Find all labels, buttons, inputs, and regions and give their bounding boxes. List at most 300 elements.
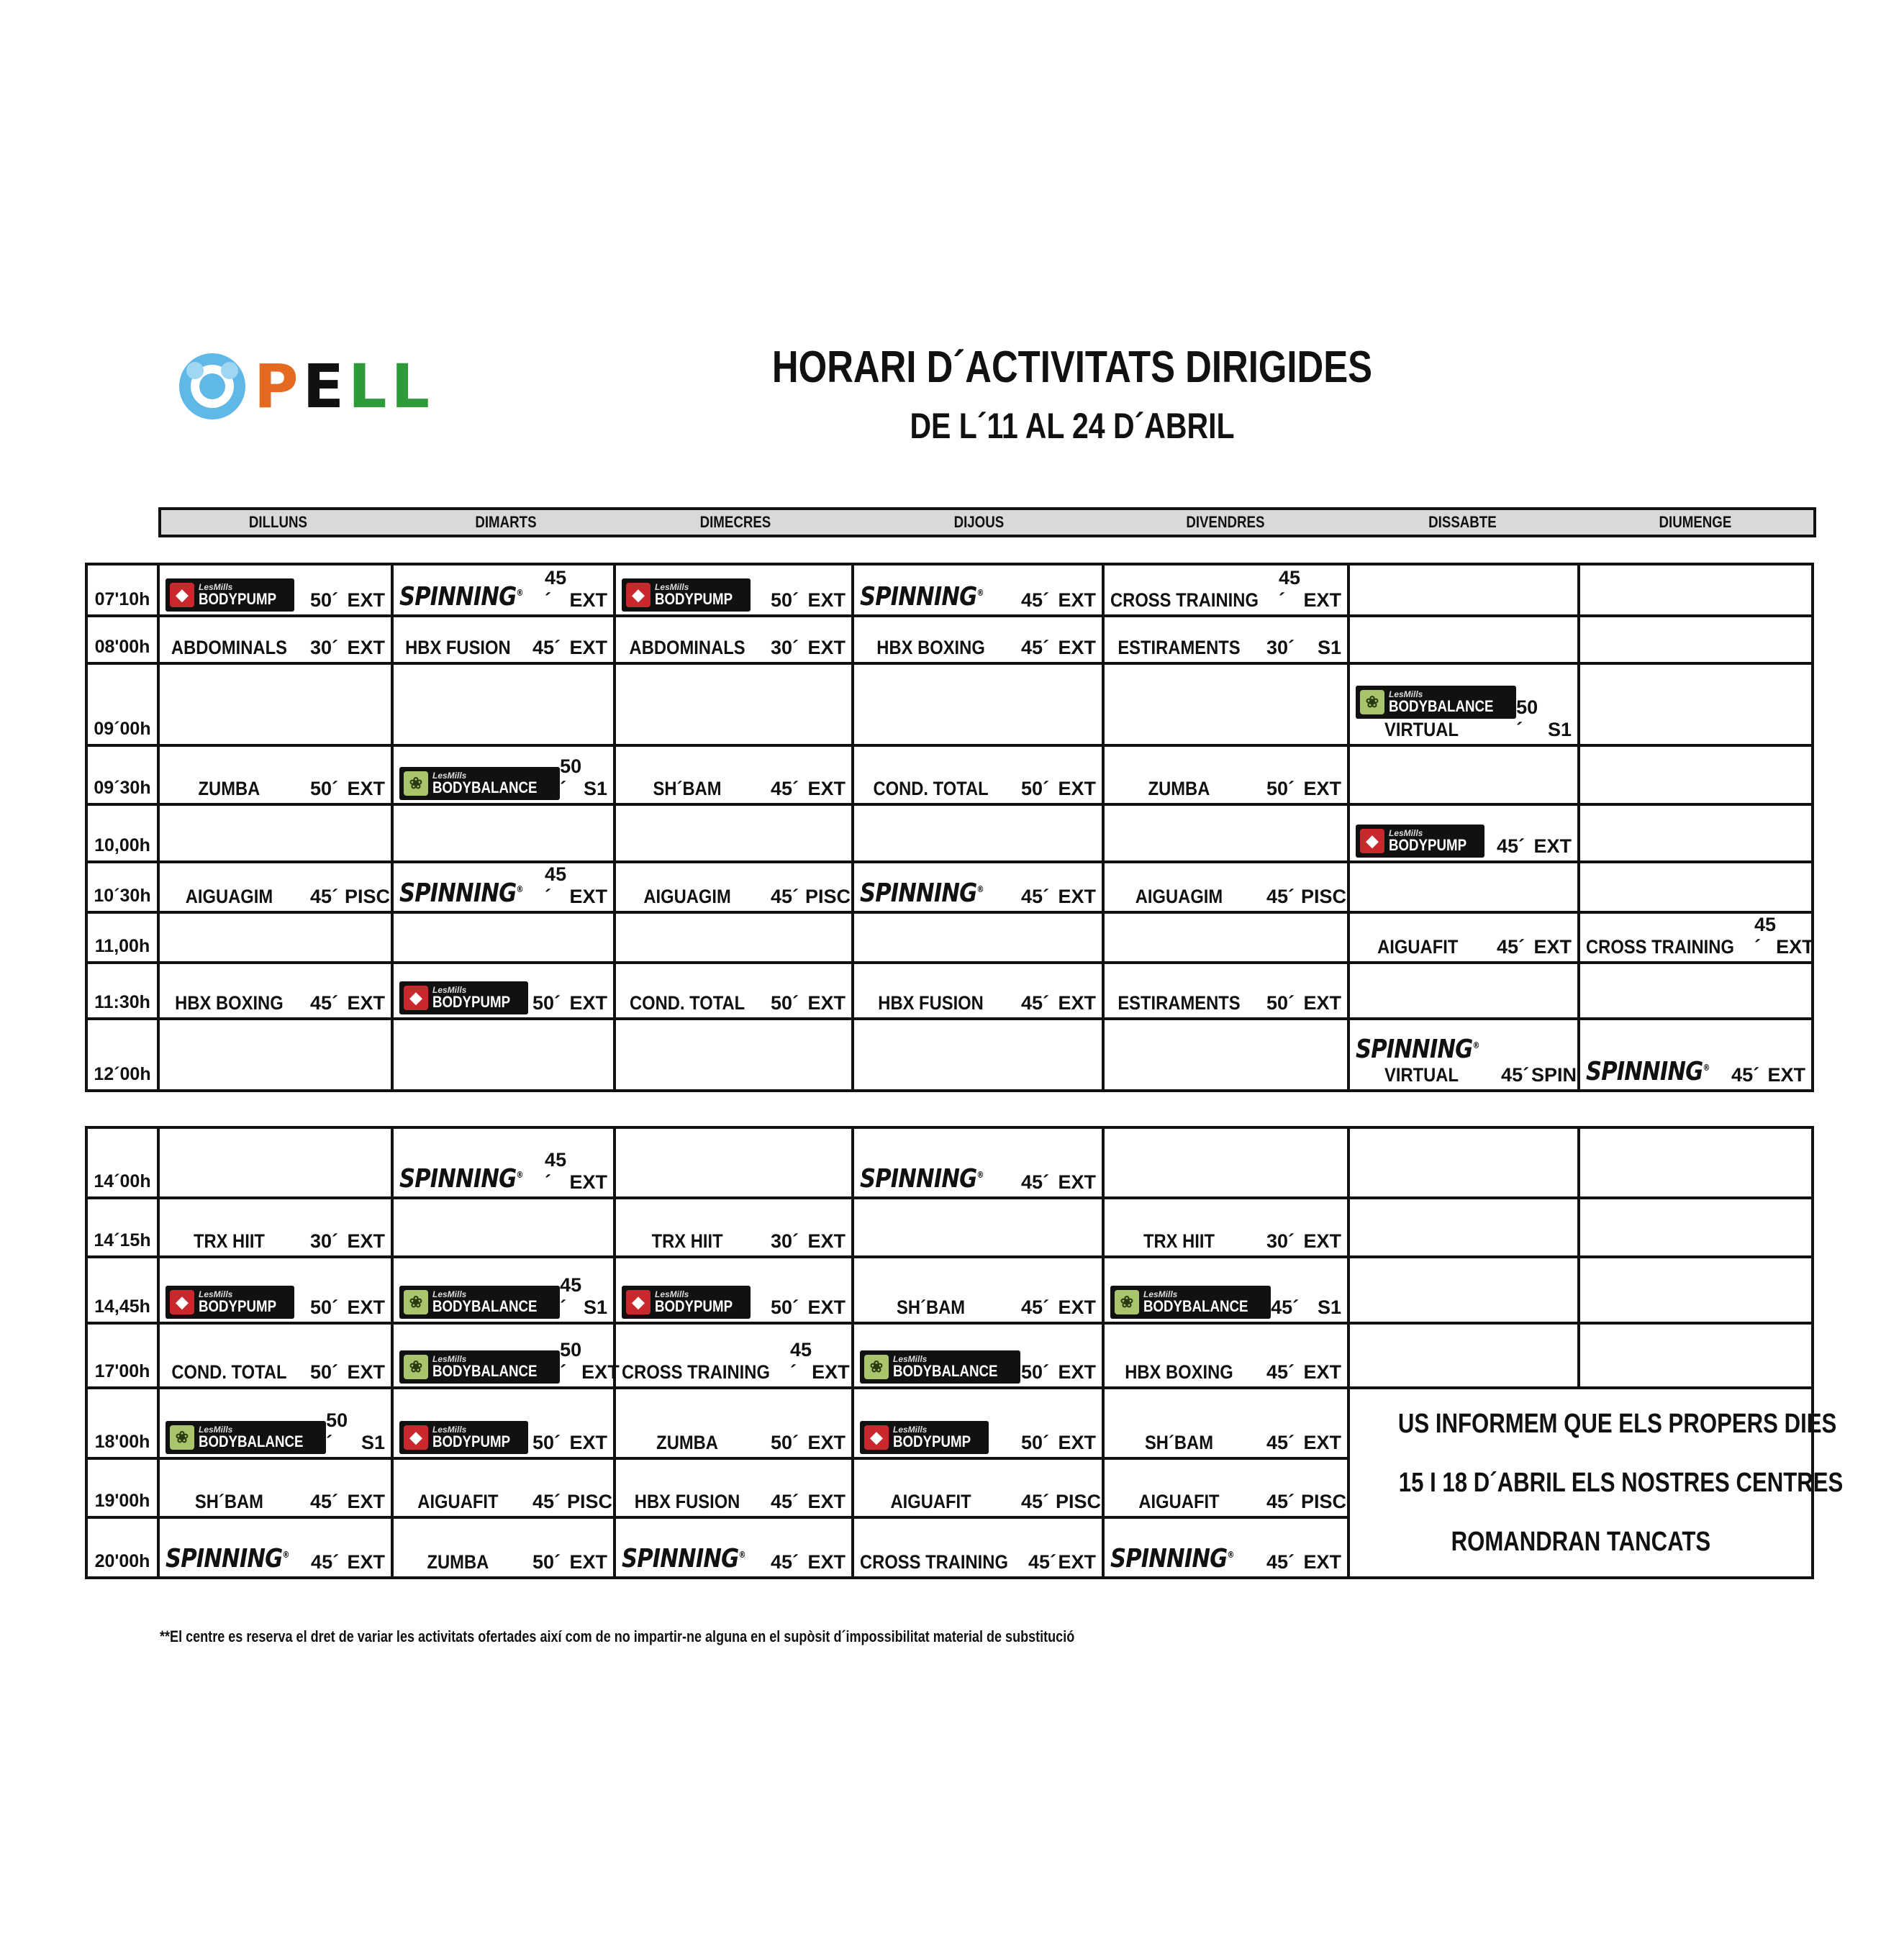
class-logo <box>166 1421 326 1454</box>
class-cell-divendres <box>1103 862 1348 912</box>
spinning-logo: SPINNING® <box>1356 1035 1479 1064</box>
class-name-text: ESTIRAMENTS <box>1118 992 1241 1014</box>
class-logo <box>399 1350 560 1384</box>
spinning-logo: SPINNING® <box>399 878 523 908</box>
class-cell-dimecres <box>615 963 853 1019</box>
closure-notice-line: ROMANDRAN TANCATS <box>1451 1527 1710 1557</box>
brand-text <box>655 583 746 607</box>
class-duration: 45´ <box>1497 936 1526 958</box>
class-name-text: HBX BOXING <box>175 992 284 1014</box>
time-cell: 09´00h <box>86 663 158 745</box>
class-duration: 50´ <box>310 589 339 611</box>
class-entry <box>394 1339 620 1386</box>
class-logo <box>1356 686 1516 741</box>
lion-icon: ◆ <box>170 583 194 607</box>
class-name <box>1110 1230 1248 1253</box>
class-name <box>166 637 293 659</box>
schedule-row <box>86 963 1813 1019</box>
class-entry <box>1350 936 1577 961</box>
class-cell-dissabte <box>1348 616 1579 663</box>
class-entry <box>1350 1035 1577 1089</box>
lesmills-label: LesMills <box>1389 828 1423 838</box>
class-name-text: HBX FUSION <box>405 637 511 658</box>
class-name-text: HBX BOXING <box>876 637 985 658</box>
class-location: EXT <box>1058 1432 1096 1453</box>
class-cell-dimecres <box>615 564 853 616</box>
day-header-dilluns: DILLUNS <box>248 513 307 531</box>
class-location: EXT <box>1058 1361 1096 1383</box>
class-name <box>622 992 753 1014</box>
class-name <box>166 778 293 800</box>
day-header-diumenge: DIUMENGE <box>1659 513 1732 531</box>
class-entry <box>1105 778 1347 803</box>
day-header-dimarts: DIMARTS <box>475 513 537 531</box>
class-name <box>166 1230 293 1253</box>
class-entry <box>160 1409 391 1457</box>
class-duration: 45´ <box>311 1551 340 1573</box>
class-cell-dimarts <box>392 1388 615 1458</box>
class-name-text: ZUMBA <box>1148 778 1210 799</box>
time-cell: 19'00h <box>86 1458 158 1517</box>
class-cell-dilluns <box>158 1388 392 1458</box>
class-cell-dijous <box>853 1458 1103 1517</box>
class-cell-dissabte <box>1348 663 1579 745</box>
lotus-icon: ❀ <box>1115 1290 1139 1314</box>
class-duration: 30´ <box>310 637 339 658</box>
spinning-logo: SPINNING® <box>622 1544 745 1573</box>
class-duration: 45´ <box>1266 1491 1295 1512</box>
class-duration: 45´ <box>1028 1551 1057 1573</box>
class-duration: 50´ <box>532 992 561 1014</box>
class-location: EXT <box>347 1230 385 1252</box>
brand-text <box>199 583 290 607</box>
class-cell-divendres <box>1103 745 1348 804</box>
class-entry <box>160 637 391 662</box>
brand-text <box>432 1290 556 1314</box>
time-cell: 12´00h <box>86 1019 158 1091</box>
class-cell-dissabte <box>1348 1257 1579 1323</box>
lesmills-label: LesMills <box>893 1425 928 1435</box>
pell-letter-l2: L <box>391 351 435 422</box>
class-location: EXT <box>569 992 607 1014</box>
class-duration: 45´ <box>1021 637 1050 658</box>
class-location: EXT <box>1058 589 1096 611</box>
class-location: EXT <box>1058 1296 1096 1318</box>
class-duration: 45´ <box>1754 914 1777 958</box>
time-cell: 10´30h <box>86 862 158 912</box>
time-cell: 10,00h <box>86 804 158 862</box>
brand-text <box>1143 1290 1266 1314</box>
class-cell-diumenge <box>1579 963 1813 1019</box>
class-name <box>166 886 293 908</box>
registered-mark: ® <box>1472 1040 1479 1050</box>
brand-text <box>1389 690 1512 714</box>
class-duration: 45´ <box>771 778 799 799</box>
class-cell-dimecres <box>615 912 853 963</box>
class-logo <box>622 578 771 612</box>
class-entry <box>854 582 1102 614</box>
class-entry <box>394 1149 613 1196</box>
class-cell-dilluns <box>158 1127 392 1198</box>
class-duration: 50´ <box>1021 1432 1050 1453</box>
class-cell-diumenge <box>1579 1323 1813 1388</box>
time-cell: 14´15h <box>86 1198 158 1257</box>
class-location: EXT <box>1303 778 1341 799</box>
class-duration: 50´ <box>1021 778 1050 799</box>
class-duration: 45´ <box>1266 886 1295 907</box>
bodybalance-logo <box>399 767 560 800</box>
class-cell-diumenge <box>1579 745 1813 804</box>
lesmills-label: LesMills <box>199 582 233 592</box>
class-cell-divendres <box>1103 663 1348 745</box>
class-cell-dimarts <box>392 616 615 663</box>
registered-mark: ® <box>1227 1550 1234 1560</box>
class-cell-dimarts <box>392 862 615 912</box>
class-location: EXT <box>581 1361 620 1383</box>
class-name-text: SH´BAM <box>194 1491 263 1512</box>
lesmills-label: LesMills <box>432 1289 467 1299</box>
class-name-text: SH´BAM <box>897 1296 966 1318</box>
schedule-row <box>86 1127 1813 1198</box>
registered-mark: ® <box>738 1550 745 1560</box>
class-name <box>622 1230 753 1253</box>
spinning-logo: SPINNING® <box>399 582 523 612</box>
class-location: S1 <box>583 1296 607 1318</box>
registered-mark: ® <box>516 588 523 598</box>
schedule-row <box>86 1388 1813 1458</box>
class-cell-dijous <box>853 564 1103 616</box>
class-location: S1 <box>1317 1296 1341 1318</box>
class-cell-dissabte <box>1348 804 1579 862</box>
class-entry <box>854 992 1102 1017</box>
class-cell-dilluns <box>158 1323 392 1388</box>
class-entry <box>1105 1432 1347 1457</box>
lotus-icon: ❀ <box>404 1290 428 1314</box>
class-duration: 50´ <box>532 1432 561 1453</box>
class-entry <box>1105 567 1347 614</box>
class-cell-divendres <box>1103 1019 1348 1091</box>
class-cell-diumenge <box>1579 663 1813 745</box>
class-logo <box>860 1164 1021 1194</box>
class-cell-dimarts <box>392 1323 620 1388</box>
class-duration: 30´ <box>1266 1230 1295 1252</box>
class-cell-divendres <box>1103 1323 1348 1388</box>
bodybalance-logo <box>1110 1286 1271 1319</box>
class-duration: 50´ <box>560 755 582 799</box>
lion-icon: ◆ <box>864 1425 889 1450</box>
class-name-text: CROSS TRAINING <box>622 1361 770 1383</box>
class-cell-dilluns <box>158 663 392 745</box>
class-entry <box>616 778 851 803</box>
class-duration: 45´ <box>310 886 339 907</box>
class-duration: 50´ <box>771 589 799 611</box>
class-location: EXT <box>1303 1230 1341 1252</box>
schedule-row <box>86 804 1813 862</box>
class-cell-dimarts <box>392 804 615 862</box>
bodypump-logo <box>166 578 294 612</box>
class-duration: 45´ <box>1021 886 1050 907</box>
class-cell-divendres <box>1103 804 1348 862</box>
class-entry <box>1105 886 1347 911</box>
class-cell-dilluns <box>158 963 392 1019</box>
class-logo <box>399 981 532 1014</box>
class-entry <box>160 1544 391 1576</box>
time-cell: 17'00h <box>86 1323 158 1388</box>
day-header-dissabte: DISSABTE <box>1428 513 1497 531</box>
closure-notice <box>1348 1388 1844 1578</box>
class-location: EXT <box>1767 1064 1805 1086</box>
class-cell-dimecres <box>615 804 853 862</box>
class-logo <box>860 582 1021 612</box>
class-location: EXT <box>1058 1171 1096 1193</box>
class-name-text: COND. TOTAL <box>873 778 989 799</box>
schedule-row <box>86 745 1813 804</box>
class-cell-dimecres <box>615 616 853 663</box>
class-cell-dimarts <box>392 564 615 616</box>
spinning-logo: SPINNING® <box>1110 1544 1234 1573</box>
class-location: SPIN <box>1531 1064 1577 1086</box>
lotus-icon: ❀ <box>404 1355 428 1379</box>
class-entry <box>854 878 1102 911</box>
class-name-text: ABDOMINALS <box>171 637 287 658</box>
class-cell-dilluns <box>158 912 392 963</box>
class-entry <box>160 1491 391 1516</box>
class-cell-dissabte <box>1348 564 1579 616</box>
lesmills-label: LesMills <box>1143 1289 1178 1299</box>
class-location: EXT <box>807 992 846 1014</box>
bodypump-logo <box>622 578 751 612</box>
class-name-text: AIGUAGIM <box>1135 886 1223 907</box>
class-name <box>1110 1432 1248 1454</box>
class-location: EXT <box>807 1230 846 1252</box>
class-cell-dissabte <box>1348 1127 1579 1198</box>
class-entry <box>1105 1491 1347 1516</box>
class-name <box>399 1551 517 1573</box>
class-logo <box>860 878 1021 908</box>
class-cell-dilluns <box>158 1198 392 1257</box>
class-duration: 45´ <box>1731 1064 1760 1086</box>
class-cell-dijous <box>853 1198 1103 1257</box>
lion-icon: ◆ <box>404 986 428 1010</box>
class-entry <box>616 1286 851 1322</box>
closure-notice-line: US INFORMEM QUE ELS PROPERS DIES <box>1397 1409 1837 1439</box>
page-subtitle: DE L´11 AL 24 D´ABRIL <box>910 406 1235 446</box>
class-entry <box>1105 1544 1347 1576</box>
lotus-icon: ❀ <box>1360 690 1384 714</box>
class-name-text: COND. TOTAL <box>171 1361 287 1383</box>
class-entry <box>616 992 851 1017</box>
class-duration: 50´ <box>560 1339 582 1383</box>
class-cell-dimarts <box>392 1127 615 1198</box>
class-cell-dijous <box>853 663 1103 745</box>
class-location: EXT <box>807 778 846 799</box>
class-entry <box>1580 914 1814 961</box>
afternoon-schedule <box>85 1126 1844 1579</box>
class-name <box>1110 886 1248 908</box>
class-location: PISC <box>1301 1491 1347 1512</box>
class-duration: 45´ <box>1266 1551 1295 1573</box>
class-location: EXT <box>1058 778 1096 799</box>
class-location: EXT <box>347 778 385 799</box>
product-label: BODYPUMP <box>655 1297 733 1315</box>
class-cell-dimarts <box>392 963 615 1019</box>
class-location: S1 <box>583 778 607 799</box>
day-header-divendres: DIVENDRES <box>1186 513 1265 531</box>
class-entry <box>854 1551 1102 1576</box>
class-location: EXT <box>807 637 846 658</box>
class-cell-dimecres <box>615 1323 853 1388</box>
time-cell: 18'00h <box>86 1388 158 1458</box>
time-cell: 14´00h <box>86 1127 158 1198</box>
class-duration: 50´ <box>771 1432 799 1453</box>
class-cell-dimecres <box>615 1127 853 1198</box>
class-cell-divendres <box>1103 912 1348 963</box>
brand-text <box>893 1355 1016 1379</box>
class-entry <box>616 637 851 662</box>
class-name <box>1110 1361 1248 1384</box>
class-cell-diumenge <box>1579 1257 1813 1323</box>
footnote: **El centre es reserva el dret de variar les activitats ofertades així com de no impartir-ne alguna en el supòsit d´impossibilitat material de substitució <box>160 1627 1075 1645</box>
class-duration: 45´ <box>545 863 567 907</box>
day-header-dijous: DIJOUS <box>953 513 1004 531</box>
time-cell: 08'00h <box>86 616 158 663</box>
class-location: EXT <box>347 1551 385 1573</box>
class-cell-dilluns <box>158 862 392 912</box>
class-location: S1 <box>1547 719 1572 740</box>
class-name <box>399 637 517 659</box>
class-location: PISC <box>567 1491 613 1512</box>
class-name-text: AIGUAGIM <box>643 886 731 907</box>
pell-logo <box>176 349 435 424</box>
bodypump-logo <box>1356 825 1484 858</box>
class-location: EXT <box>1058 886 1096 907</box>
class-cell-diumenge <box>1579 564 1813 616</box>
class-name <box>860 1551 1008 1573</box>
class-location: EXT <box>1303 992 1341 1014</box>
class-name-text: TRX HIIT <box>1143 1230 1215 1252</box>
class-entry <box>1105 1286 1347 1322</box>
class-entry <box>394 1491 613 1516</box>
lotus-icon: ❀ <box>864 1355 889 1379</box>
brand-text <box>1389 829 1480 853</box>
class-duration: 45´ <box>1266 1432 1295 1453</box>
class-cell-dijous <box>853 862 1103 912</box>
class-name-text: HBX BOXING <box>1125 1361 1233 1383</box>
pell-letter-e: E <box>302 351 348 422</box>
class-name-text: CROSS TRAINING <box>860 1551 1008 1573</box>
class-logo <box>399 1286 560 1319</box>
class-location: EXT <box>1058 1551 1096 1573</box>
class-entry <box>160 578 391 614</box>
class-entry <box>394 755 613 803</box>
class-entry <box>854 1296 1102 1322</box>
class-location: EXT <box>807 589 846 611</box>
class-cell-divendres <box>1103 963 1348 1019</box>
time-cell: 09´30h <box>86 745 158 804</box>
class-cell-dijous <box>853 1127 1103 1198</box>
class-name-text: CROSS TRAINING <box>1586 936 1734 958</box>
class-name <box>860 992 1002 1014</box>
lesmills-label: LesMills <box>655 582 689 592</box>
time-cell: 14,45h <box>86 1257 158 1323</box>
class-duration: 50´ <box>1021 1361 1050 1383</box>
class-entry <box>616 1432 851 1457</box>
class-entry <box>394 1551 613 1576</box>
class-subtitle: VIRTUAL <box>1384 719 1459 740</box>
spinning-logo: SPINNING® <box>860 1164 984 1194</box>
class-duration: 50´ <box>1266 992 1295 1014</box>
pell-wordmark <box>254 349 434 424</box>
spinning-logo: SPINNING® <box>860 878 984 908</box>
class-cell-diumenge <box>1579 1019 1813 1091</box>
class-cell-diumenge <box>1579 912 1813 963</box>
class-cell-diumenge <box>1579 862 1813 912</box>
class-name <box>399 1491 517 1513</box>
class-duration: 30´ <box>1266 637 1295 658</box>
product-label: BODYBALANCE <box>432 1297 538 1315</box>
pell-circle-logo-icon <box>176 349 248 424</box>
class-name <box>860 637 1002 659</box>
class-location: EXT <box>569 589 607 611</box>
class-duration: 50´ <box>326 1409 348 1453</box>
product-label: BODYPUMP <box>1389 836 1467 854</box>
class-cell-diumenge <box>1579 1127 1813 1198</box>
product-label: BODYBALANCE <box>199 1432 304 1450</box>
class-cell-dijous <box>853 912 1103 963</box>
class-entry <box>160 778 391 803</box>
class-cell-dimarts <box>392 1517 615 1578</box>
class-duration: 50´ <box>310 778 339 799</box>
class-name <box>1110 992 1248 1014</box>
class-duration: 50´ <box>532 1551 561 1573</box>
class-location: EXT <box>347 992 385 1014</box>
class-name <box>860 1296 1002 1319</box>
class-duration: 50´ <box>771 992 799 1014</box>
class-cell-dissabte <box>1348 745 1579 804</box>
class-name-text: ABDOMINALS <box>629 637 745 658</box>
brand-text <box>199 1425 322 1450</box>
bodybalance-logo <box>860 1350 1020 1384</box>
class-logo <box>1110 1544 1266 1573</box>
class-location: EXT <box>347 1491 385 1512</box>
bodybalance-logo <box>399 1350 560 1384</box>
class-entry <box>1105 1230 1347 1255</box>
class-cell-dilluns <box>158 745 392 804</box>
class-cell-dimarts <box>392 1257 615 1323</box>
class-entry <box>1105 992 1347 1017</box>
class-name <box>860 778 1002 800</box>
class-location: EXT <box>347 1296 385 1318</box>
class-cell-dimarts <box>392 1458 615 1517</box>
bodybalance-logo <box>399 1286 560 1319</box>
class-duration: 45´ <box>771 886 799 907</box>
class-location: EXT <box>347 589 385 611</box>
class-entry <box>854 1350 1102 1386</box>
class-cell-divendres <box>1103 1517 1348 1578</box>
class-name-text: ZUMBA <box>656 1432 718 1453</box>
brand-text <box>655 1290 746 1314</box>
lesmills-label: LesMills <box>432 1425 467 1435</box>
class-entry <box>616 1339 851 1386</box>
class-location: EXT <box>807 1551 846 1573</box>
lesmills-label: LesMills <box>199 1425 233 1435</box>
class-cell-dijous <box>853 1388 1103 1458</box>
class-location: EXT <box>569 886 607 907</box>
class-duration: 45´ <box>1497 835 1526 857</box>
class-name <box>1110 778 1248 800</box>
schedule-row <box>86 663 1813 745</box>
product-label: BODYPUMP <box>432 993 511 1011</box>
